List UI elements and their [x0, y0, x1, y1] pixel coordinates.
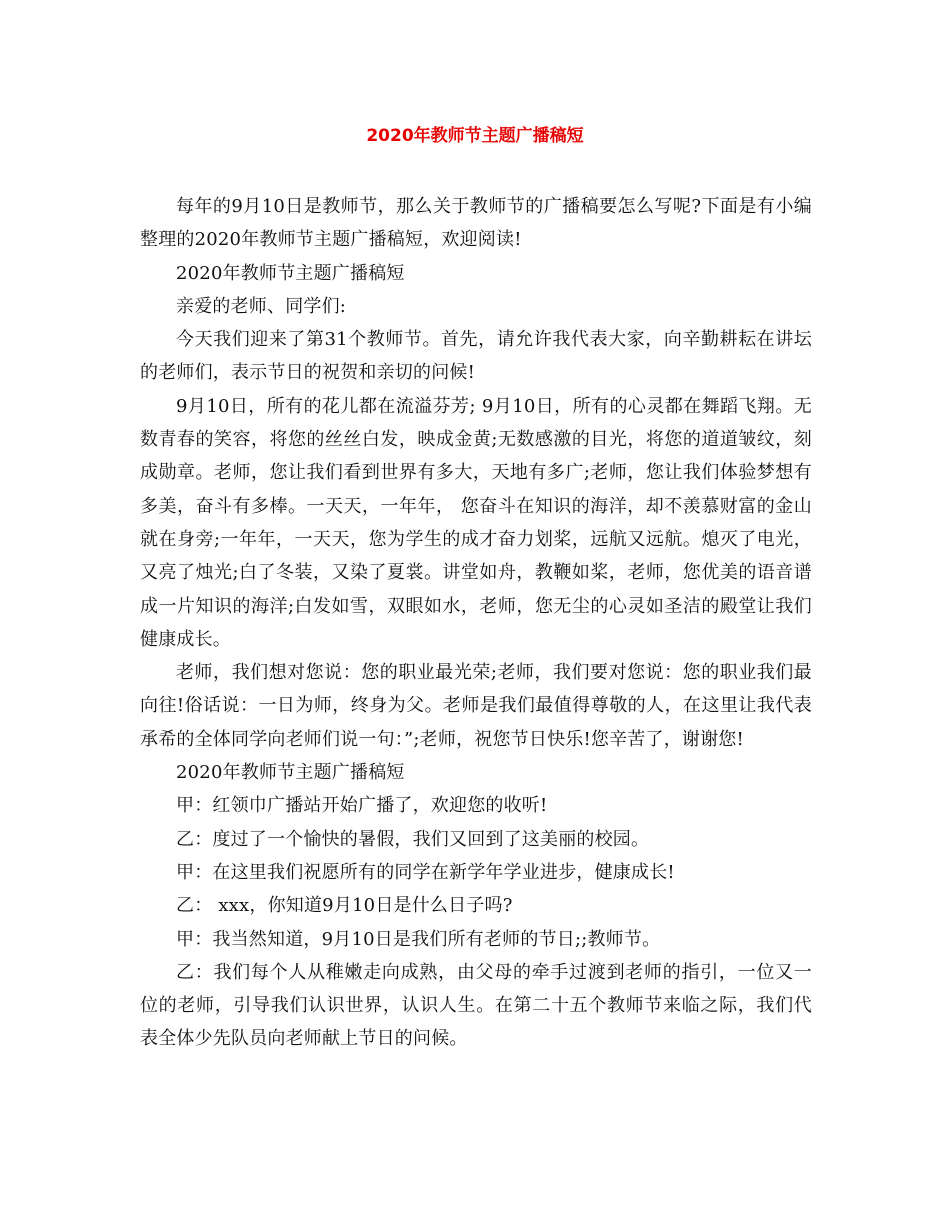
dialogue-line: 乙：我们每个人从稚嫩走向成熟，由父母的牵手过渡到老师的指引，一位又一位的老师，引导我们认识世界，认识人生。在第二十五个教师节来临之际，我们代表全体少先队员向老师献上节日的问候。: [140, 961, 812, 1050]
dialogue-line: 甲：我当然知道，9月10日是我们所有老师的节日;;教师节。: [176, 928, 661, 950]
dialogue-line: 甲：红领巾广播站开始广播了，欢迎您的收听!: [176, 795, 548, 817]
paragraph: 老师，我们想对您说：您的职业最光荣;老师，我们要对您说：您的职业我们最向往!俗话说：一日为师，终身为父。老师是我们最值得尊敬的人，在这里让我代表承希的全体同学向老师们说一句：”;老师，祝您节日快乐!您辛苦了，谢谢您!: [140, 662, 812, 750]
dialogue-line: 乙：度过了一个愉快的暑假，我们又回到了这美丽的校园。: [176, 828, 650, 850]
paragraph-salutation: 亲爱的老师、同学们:: [176, 295, 347, 317]
section-heading: 2020年教师节主题广播稿短: [176, 262, 405, 284]
document-title: 2020年教师节主题广播稿短: [366, 126, 584, 146]
paragraph: 9月10日，所有的花儿都在流溢芬芳; 9月10日，所有的心灵都在舞蹈飞翔。无数青春的笑容，将您的丝丝白发，映成金黄;无数感激的目光，将您的道道皱纹，刻成勋章。老师，您让我们看到世界有多大，天地有多广;老师，您让我们体验梦想有多美，奋斗有多棒。一天天，一年年， 您奋斗在知识的海洋，却不羡慕财富的金山就在身旁;一年年，一天天，您为学生的成才奋力划桨，远航又远航。熄灭了电光，又亮了烛光;白了冬装，又染了夏裳。讲堂如舟，教鞭如桨，老师，您优美的语音谱成一片知识的海洋;白发如雪，双眼如水，老师，您无尘的心灵如圣洁的殿堂让我们健康成长。: [140, 395, 812, 650]
section-heading: 2020年教师节主题广播稿短: [176, 762, 405, 784]
paragraph-intro: 每年的9月10日是教师节，那么关于教师节的广播稿要怎么写呢?下面是有小编整理的2020年教师节主题广播稿短，欢迎阅读!: [140, 196, 812, 251]
paragraph: 今天我们迎来了第31个教师节。首先，请允许我代表大家，向辛勤耕耘在讲坛的老师们，表示节日的祝贺和亲切的问候!: [140, 329, 812, 384]
dialogue-line: 甲：在这里我们祝愿所有的同学在新学年学业进步，健康成长!: [176, 861, 675, 883]
document-body: [140, 190, 812, 1056]
dialogue-line: 乙： xxx，你知道9月10日是什么日子吗?: [176, 895, 513, 917]
